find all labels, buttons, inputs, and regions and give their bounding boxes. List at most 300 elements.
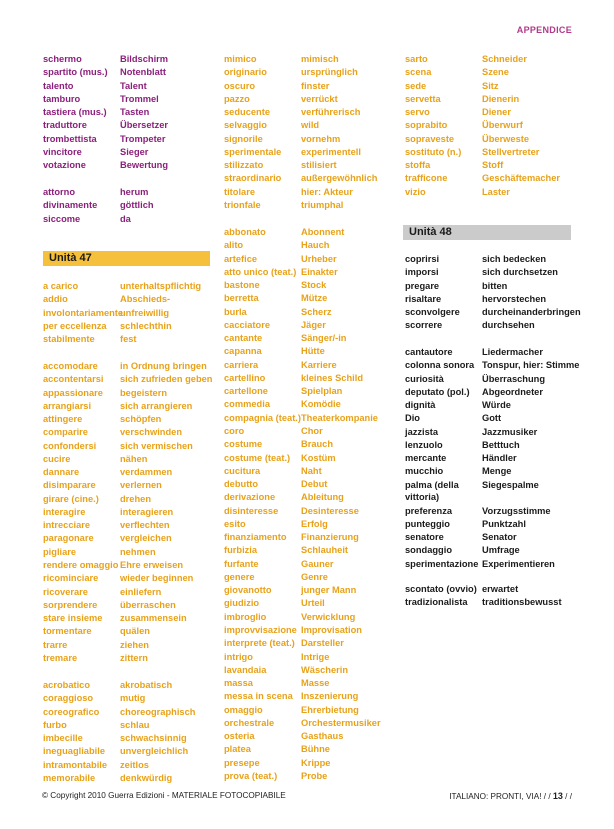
vocab-row xyxy=(405,596,562,609)
german-translation: Szene xyxy=(482,67,509,78)
vocab-row xyxy=(405,583,562,596)
italian-term: talento xyxy=(43,80,74,91)
italian-term: cartellino xyxy=(224,372,266,383)
italian-term: coraggioso xyxy=(43,693,94,704)
italian-term: sperimentale xyxy=(224,146,282,157)
italian-term: genere xyxy=(224,571,255,582)
vocab-row xyxy=(43,80,168,93)
vocab-row xyxy=(224,730,381,743)
german-translation: Abschieds- xyxy=(120,294,171,305)
italian-term: ricominciare xyxy=(43,573,99,584)
german-translation: Senator xyxy=(482,532,517,543)
italian-term: soprabito xyxy=(405,120,448,131)
german-translation: Händler xyxy=(482,453,517,464)
vocab-row xyxy=(224,239,381,252)
italian-term: attingere xyxy=(43,414,83,425)
vocab-row xyxy=(43,307,201,320)
italian-term: scena xyxy=(405,67,432,78)
unit-47-title: Unità 47 xyxy=(43,251,210,266)
copyright-notice: © Copyright 2010 Guerra Edizioni - MATERIALE FOTOCOPIABILE xyxy=(42,791,286,800)
german-translation: vornehm xyxy=(301,133,341,144)
vocab-row xyxy=(405,439,579,452)
german-translation: Trommel xyxy=(120,93,159,104)
german-translation: Genre xyxy=(301,571,328,582)
italian-term: disimparare xyxy=(43,480,96,491)
vocab-row xyxy=(224,544,381,557)
vocab-row xyxy=(405,53,560,66)
italian-term: senatore xyxy=(405,532,444,543)
german-translation: Spielplan xyxy=(301,386,343,397)
vocab-row xyxy=(405,399,579,412)
italian-term: rendere omaggio xyxy=(43,559,119,570)
german-translation: Erfolg xyxy=(301,518,328,529)
italian-term: commedia xyxy=(224,399,270,410)
italian-term: tastiera (mus.) xyxy=(43,107,107,118)
italian-term: punteggio xyxy=(405,518,450,529)
german-translation: Punktzahl xyxy=(482,518,526,529)
vocab-row xyxy=(43,133,168,146)
italian-term: traduttore xyxy=(43,120,87,131)
italian-term: furfante xyxy=(224,558,259,569)
italian-term: stabilmente xyxy=(43,334,95,345)
vocab-row xyxy=(43,466,212,479)
german-translation: Einakter xyxy=(301,266,338,277)
italian-term: memorabile xyxy=(43,772,96,783)
vocab-row xyxy=(405,386,579,399)
italian-term: abbonato xyxy=(224,227,266,237)
italian-term: cantante xyxy=(224,333,263,344)
german-translation: Jazzmusiker xyxy=(482,426,538,437)
vocab-row xyxy=(224,53,377,66)
german-translation: Finanzierung xyxy=(301,532,359,543)
vocab-row xyxy=(405,465,579,478)
german-translation: interagieren xyxy=(120,506,174,517)
vocab-row xyxy=(43,493,212,506)
german-translation: hervorstechen xyxy=(482,293,547,304)
vocab-row xyxy=(405,146,560,159)
vocab-row xyxy=(224,119,377,132)
vocab-row xyxy=(405,346,579,359)
vocab-row xyxy=(224,80,377,93)
vocab-row xyxy=(43,706,195,719)
german-translation: ursprünglich xyxy=(301,67,358,78)
german-translation: schwachsinnig xyxy=(120,733,187,744)
italian-term: mercante xyxy=(405,453,447,464)
vocab-row xyxy=(405,280,581,293)
italian-term: costume (teat.) xyxy=(224,452,291,463)
vocab-row xyxy=(405,531,579,544)
german-translation: Masse xyxy=(301,678,330,689)
german-translation: Komödie xyxy=(301,399,341,410)
vocab-row xyxy=(224,717,381,730)
italian-term: trombettista xyxy=(43,133,97,144)
vocab-row xyxy=(405,359,579,372)
german-translation: sich arrangieren xyxy=(120,400,193,411)
section-header: APPENDICE xyxy=(516,25,572,35)
italian-term: costume xyxy=(224,439,263,450)
german-translation: Theaterkompanie xyxy=(301,412,378,423)
book-title: ITALIANO: PRONTI, VIA! xyxy=(449,792,542,801)
german-translation: unvergleichlich xyxy=(120,746,189,757)
german-translation: Überraschung xyxy=(482,373,546,384)
italian-term: sostituto (n.) xyxy=(405,146,462,157)
italian-term: massa xyxy=(224,678,253,689)
vocab-row xyxy=(43,732,195,745)
vocab-row xyxy=(224,172,377,185)
vocab-row xyxy=(43,387,212,400)
vocab-row xyxy=(405,93,560,106)
vocab-row xyxy=(43,280,201,293)
vocab-row xyxy=(224,385,381,398)
footer-page-info xyxy=(449,791,572,801)
vocab-row xyxy=(43,586,212,599)
vocab-row xyxy=(43,559,212,572)
german-translation: akrobatisch xyxy=(120,680,173,690)
vocab-row xyxy=(43,66,168,79)
german-translation: Desinteresse xyxy=(301,505,359,516)
vocab-row xyxy=(43,440,212,453)
vocab-row xyxy=(405,66,560,79)
italian-term: tormentare xyxy=(43,626,92,637)
vocab-row xyxy=(224,226,381,239)
german-translation: Karriere xyxy=(301,359,337,370)
vocab-row xyxy=(43,373,212,386)
german-translation: unfreiwillig xyxy=(120,307,170,318)
german-translation: zusammensein xyxy=(120,613,187,624)
italian-term: furbizia xyxy=(224,545,258,556)
italian-term: girare (cine.) xyxy=(43,493,99,504)
vocab-row xyxy=(224,757,381,770)
vocab-row xyxy=(405,133,560,146)
german-translation: Schneider xyxy=(482,54,527,64)
vocab-row xyxy=(43,426,212,439)
german-translation: verdammen xyxy=(120,467,173,478)
german-translation: Wäscherin xyxy=(301,664,349,675)
vocab-row xyxy=(405,266,581,279)
column-1-block-2 xyxy=(43,186,154,226)
german-translation: zeitlos xyxy=(120,759,149,770)
italian-term: accomodare xyxy=(43,361,98,371)
vocab-row xyxy=(405,306,581,319)
vocab-row-palma xyxy=(405,479,579,505)
german-translation: Notenblatt xyxy=(120,67,166,78)
vocab-row xyxy=(43,745,195,758)
italian-term: selvaggio xyxy=(224,120,267,131)
italian-term: dignità xyxy=(405,400,436,411)
italian-term: interagire xyxy=(43,506,86,517)
german-translation: Übersetzer xyxy=(120,120,169,131)
block-3a xyxy=(405,346,579,479)
italian-term: spartito (mus.) xyxy=(43,67,108,78)
german-translation: Verwicklung xyxy=(301,611,356,622)
vocab-row xyxy=(43,692,195,705)
vocab-row xyxy=(43,679,195,692)
german-translation: Kostüm xyxy=(301,452,336,463)
vocab-row xyxy=(224,770,381,783)
italian-term: stare insieme xyxy=(43,613,103,624)
vocab-row xyxy=(224,491,381,504)
italian-term: tradizionalista xyxy=(405,597,468,608)
column-3-block-1 xyxy=(405,53,560,199)
german-translation: Krippe xyxy=(301,757,331,768)
vocab-row xyxy=(43,719,195,732)
german-translation: Improvisation xyxy=(301,624,362,635)
german-translation: Debut xyxy=(301,479,328,490)
german-translation: Trompeter xyxy=(120,133,166,144)
italian-term: alito xyxy=(224,240,244,251)
vocab-row xyxy=(224,651,381,664)
german-translation: Sitz xyxy=(482,80,499,91)
german-translation: verführerisch xyxy=(301,107,361,118)
vocab-row xyxy=(224,159,377,172)
italian-term: tremare xyxy=(43,652,78,663)
italian-term: trafficone xyxy=(405,173,448,184)
vocab-row xyxy=(405,80,560,93)
german-translation: verlernen xyxy=(120,480,162,491)
italian-term: imporsi xyxy=(405,267,439,278)
german-translation: Gott xyxy=(482,413,502,424)
italian-term: sperimentazione xyxy=(405,558,479,569)
italian-term: risaltare xyxy=(405,293,442,304)
german-translation: Bewertung xyxy=(120,160,169,171)
italian-term: platea xyxy=(224,744,251,755)
vocab-row xyxy=(224,359,381,372)
italian-term: appassionare xyxy=(43,387,103,398)
italian-term: cucire xyxy=(43,453,71,464)
vocab-row xyxy=(224,93,377,106)
vocab-row xyxy=(405,426,579,439)
italian-term: tamburo xyxy=(43,93,81,104)
italian-term: deputato (pol.) xyxy=(405,386,470,397)
german-translation: Probe xyxy=(301,770,328,781)
vocab-row xyxy=(224,611,381,624)
vocab-row xyxy=(224,571,381,584)
italian-term: ineguagliabile xyxy=(43,746,105,757)
german-translation: schlechthin xyxy=(120,320,172,331)
separator: / / xyxy=(565,792,572,801)
italian-term: stilizzato xyxy=(224,160,264,171)
german-translation: Siegespalme xyxy=(482,479,539,490)
german-translation: Tonspur, hier: Stimme xyxy=(482,360,580,371)
italian-term: finanziamento xyxy=(224,532,287,543)
vocab-row xyxy=(43,625,212,638)
german-translation: Schlauheit xyxy=(301,545,349,556)
italian-term: sconvolgere xyxy=(405,307,460,318)
vocab-row xyxy=(224,332,381,345)
vocab-row xyxy=(43,186,154,199)
italian-term: votazione xyxy=(43,160,86,171)
german-translation: vergleichen xyxy=(120,533,172,544)
block-3b xyxy=(405,505,579,571)
german-translation: durchsehen xyxy=(482,320,535,331)
italian-term: accontentarsi xyxy=(43,374,104,385)
german-translation: Chor xyxy=(301,425,323,436)
italian-term: burla xyxy=(224,306,247,317)
italian-term: Dio xyxy=(405,413,420,424)
italian-term: oscuro xyxy=(224,80,255,91)
italian-term: scorrere xyxy=(405,320,443,331)
german-translation: Urteil xyxy=(301,598,325,609)
italian-term: acrobatico xyxy=(43,680,91,690)
german-translation: sich bedecken xyxy=(482,254,547,264)
german-translation: Stoff xyxy=(482,160,504,171)
german-translation: erwartet xyxy=(482,584,519,594)
german-translation: stilisiert xyxy=(301,160,337,171)
italian-term: pregare xyxy=(405,280,440,291)
vocab-row xyxy=(224,664,381,677)
german-translation: Gauner xyxy=(301,558,334,569)
vocab-row xyxy=(224,279,381,292)
vocab-row xyxy=(43,772,195,785)
italian-term: servetta xyxy=(405,93,441,104)
italian-term: seducente xyxy=(224,107,270,118)
vocab-row xyxy=(224,292,381,305)
italian-term: lavandaia xyxy=(224,664,267,675)
italian-term: imbecille xyxy=(43,733,83,744)
german-translation: Würde xyxy=(482,400,511,411)
german-translation: fest xyxy=(120,334,137,345)
italian-term: schermo xyxy=(43,54,82,64)
vocab-row xyxy=(224,398,381,411)
italian-term: dannare xyxy=(43,467,80,478)
vocab-row xyxy=(43,413,212,426)
italian-term: lenzuolo xyxy=(405,439,443,450)
vocab-row xyxy=(224,306,381,319)
italian-term: trarre xyxy=(43,639,68,650)
german-translation: Abonnent xyxy=(301,227,345,237)
german-translation: Brauch xyxy=(301,439,334,450)
italian-term: scontato (ovvio) xyxy=(405,584,477,594)
german-translation: Dienerin xyxy=(482,93,520,104)
vocab-row xyxy=(224,372,381,385)
italian-term: pazzo xyxy=(224,93,250,104)
italian-term: improvvisazione xyxy=(224,624,297,635)
vocab-row xyxy=(224,465,381,478)
vocab-row xyxy=(405,319,581,332)
italian-term: prova (teat.) xyxy=(224,770,278,781)
italian-term: carriera xyxy=(224,359,259,370)
vocab-row xyxy=(224,186,377,199)
german-translation: Intrige xyxy=(301,651,330,662)
italian-term: attorno xyxy=(43,187,76,197)
german-translation: denkwürdig xyxy=(120,772,173,783)
vocab-row xyxy=(405,452,579,465)
vocab-row xyxy=(405,159,560,172)
vocab-row xyxy=(224,412,381,425)
vocab-row xyxy=(405,253,581,266)
italian-term: preferenza xyxy=(405,505,453,516)
italian-term: comparire xyxy=(43,427,88,438)
german-translation: Betttuch xyxy=(482,439,520,450)
german-translation: herum xyxy=(120,187,149,197)
german-translation: begeistern xyxy=(120,387,168,398)
italian-term: sarto xyxy=(405,54,428,64)
german-translation: einliefern xyxy=(120,586,162,597)
vocab-row xyxy=(405,412,579,425)
italian-term: signorile xyxy=(224,133,263,144)
italian-term: siccome xyxy=(43,213,81,224)
vocab-row xyxy=(43,119,168,132)
vocab-row xyxy=(405,186,560,199)
page-number: 13 xyxy=(552,791,563,801)
italian-term: berretta xyxy=(224,293,259,304)
german-translation: Ehrerbietung xyxy=(301,704,359,715)
vocab-row xyxy=(43,360,212,373)
german-translation: unterhaltspflichtig xyxy=(120,281,202,291)
german-translation: drehen xyxy=(120,493,151,504)
italian-term: involontariamente xyxy=(43,307,124,318)
column-1-block-3 xyxy=(43,280,201,346)
vocab-row xyxy=(224,518,381,531)
vocab-row xyxy=(43,93,168,106)
italian-term: atto unico (teat.) xyxy=(224,266,297,277)
vocab-row xyxy=(405,373,579,386)
vocab-row xyxy=(43,293,201,306)
german-translation: Orchestermusiker xyxy=(301,717,381,728)
italian-term: per eccellenza xyxy=(43,320,107,331)
vocab-row xyxy=(43,213,154,226)
column-3-block-2 xyxy=(405,253,581,333)
vocab-row xyxy=(43,572,212,585)
vocab-row xyxy=(43,652,212,665)
italian-term: artefice xyxy=(224,253,258,264)
german-translation: Gasthaus xyxy=(301,731,344,742)
vocab-row xyxy=(224,478,381,491)
vocab-row xyxy=(224,438,381,451)
vocab-row xyxy=(405,544,579,557)
german-translation: triumphal xyxy=(301,199,344,210)
italian-term: coreografico xyxy=(43,706,100,717)
german-translation: bitten xyxy=(482,280,508,291)
unit-48-title: Unità 48 xyxy=(403,225,571,240)
german-translation: schöpfen xyxy=(120,414,162,425)
italian-term: straordinario xyxy=(224,173,282,184)
vocab-row xyxy=(43,400,212,413)
italian-term: sondaggio xyxy=(405,545,452,556)
vocab-row xyxy=(224,584,381,597)
german-translation: Tasten xyxy=(120,107,150,118)
german-translation: Abgeordneter xyxy=(482,386,543,397)
italian-term: titolare xyxy=(224,186,255,197)
german-translation: Hauch xyxy=(301,240,330,251)
vocab-row xyxy=(43,453,212,466)
german-translation: in Ordnung bringen xyxy=(120,361,207,371)
german-translation: wieder beginnen xyxy=(120,573,194,584)
vocab-row xyxy=(224,637,381,650)
german-translation: Sänger/-in xyxy=(301,333,347,344)
german-translation: Inszenierung xyxy=(301,691,359,702)
german-translation: Ableitung xyxy=(301,492,344,503)
german-translation: zittern xyxy=(120,652,148,663)
german-translation: Naht xyxy=(301,465,322,476)
vocab-row xyxy=(43,320,201,333)
italian-term: vincitore xyxy=(43,146,82,157)
italian-term: arrangiarsi xyxy=(43,400,92,411)
italian-term: vizio xyxy=(405,186,426,197)
vocab-row xyxy=(224,505,381,518)
italian-term: cacciatore xyxy=(224,319,270,330)
german-translation: Geschäftemacher xyxy=(482,173,561,184)
vocab-row xyxy=(224,66,377,79)
vocab-row xyxy=(224,253,381,266)
vocab-row xyxy=(224,743,381,756)
italian-term: pigliare xyxy=(43,546,77,557)
vocab-row xyxy=(224,597,381,610)
german-translation: Überweste xyxy=(482,133,530,144)
german-translation: durcheinanderbringen xyxy=(482,307,581,318)
german-translation: Laster xyxy=(482,186,510,197)
vocab-row xyxy=(224,425,381,438)
